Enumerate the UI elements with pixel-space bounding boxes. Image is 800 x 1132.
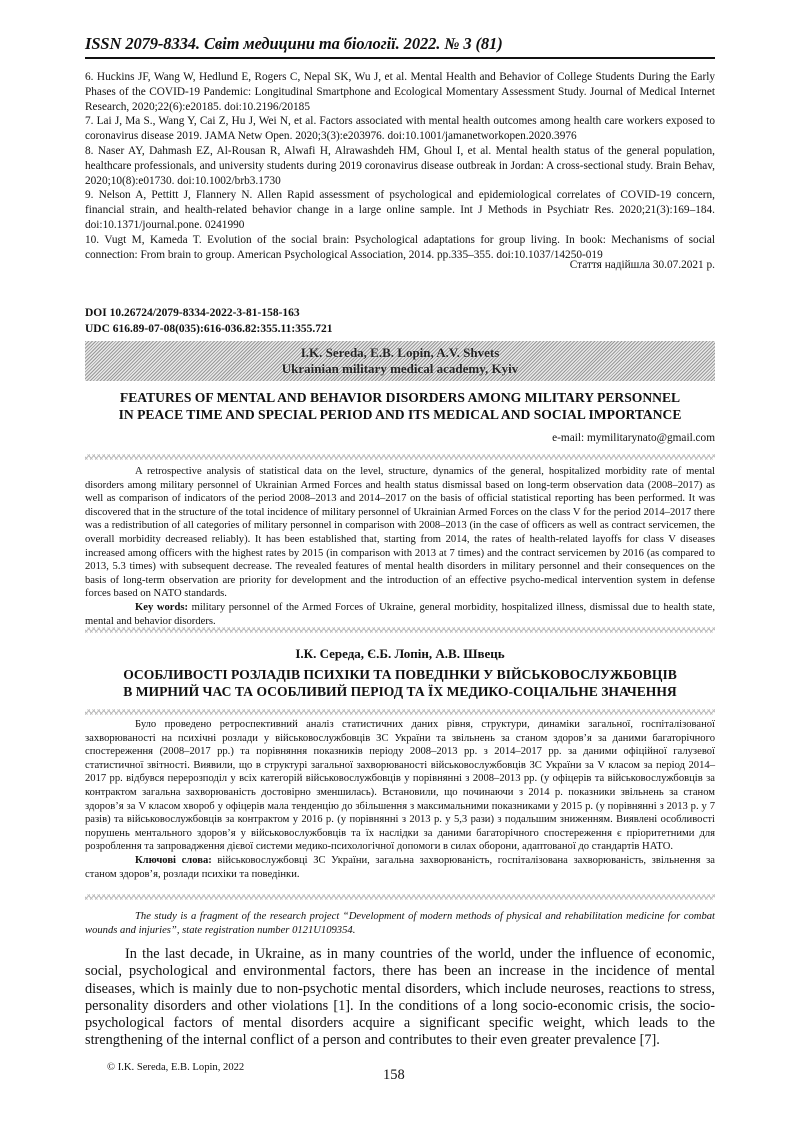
doi: DOI 10.26724/2079-8334-2022-3-81-158-163 bbox=[85, 307, 300, 319]
abstract-ua bbox=[85, 718, 715, 881]
page-number: 158 bbox=[383, 1067, 405, 1083]
udc: UDC 616.89-07-08(035):616-036.82:355.11:355.721 bbox=[85, 322, 333, 335]
wavy-divider bbox=[85, 894, 715, 900]
journal-header: ISSN 2079-8334. Світ медицини та біології. 2022. № 3 (81) bbox=[85, 34, 715, 59]
wavy-divider bbox=[85, 627, 715, 633]
reference-item: 10. Vugt M, Kameda T. Evolution of the social brain: Psychological adaptations for group living. In book: Mechanisms of social connection: From brain to group. American Psychological Association, 2014. pp.335–355. doi:10.1037/14250-019 bbox=[85, 233, 715, 261]
keywords-en bbox=[85, 601, 715, 628]
authors-en: I.K. Sereda, E.B. Lopin, A.V. Shvets bbox=[300, 345, 500, 360]
keywords-en-text: military personnel of the Armed Forces of Ukraine, general morbidity, hospitalized illness, dismissal due to health state, mental and behavior disorders. bbox=[85, 601, 715, 627]
abstract-en bbox=[85, 465, 715, 628]
authors-ua: І.К. Середа, Є.Б. Лопін, А.В. Швець bbox=[295, 646, 505, 661]
keywords-ua-text: військовослужбовці ЗС України, загальна захворюваність, госпіталізована захворюваність, звільнення за станом здоров’я, розлади психіки та поведінки. bbox=[85, 854, 715, 880]
received-date: Стаття надійшла 30.07.2021 р. bbox=[569, 259, 715, 271]
title-ua-line: В МИРНИЙ ЧАС ТА ОСОБЛИВИЙ ПЕРІОД ТА ЇХ МЕДИКО-СОЦІАЛЬНЕ ЗНАЧЕННЯ bbox=[123, 684, 677, 699]
keywords-ua-label: Ключові слова: bbox=[135, 854, 212, 866]
reference-item: 8. Naser AY, Dahmash EZ, Al-Rousan R, Alwafi H, Alrawashdeh HM, Ghoul I, et al. Mental health status of the general population, healthcare professionals, and university students during 2019 coronavirus disease outbreak in Jordan: A cross-sectional study. Brain Behav, 2020;10(8):e01730. doi:10.1002/brb3.1730 bbox=[85, 144, 715, 187]
reference-item: 6. Huckins JF, Wang W, Hedlund E, Rogers C, Nepal SK, Wu J, et al. Mental Health and Behavior of College Students During the Early Phases of the COVID-19 Pandemic: Longitudinal Smartphone and Ecological Momentary Assessment Study. Journal of Medical Internet Research, 2020;22(6):e20185. doi:10.2196/20185 bbox=[85, 71, 715, 113]
reference-list bbox=[85, 70, 715, 262]
wavy-divider bbox=[85, 454, 715, 460]
reference-item: 7. Lai J, Ma S., Wang Y, Cai Z, Hu J, Wei N, et al. Factors associated with mental health outcomes among health care workers exposed to coronavirus disease 2019. JAMA Netw Open. 2020;3(3):e203976. doi:10.1001/jamanetworkopen.2020.3976 bbox=[85, 115, 715, 143]
title-ua-line: ОСОБЛИВОСТІ РОЗЛАДІВ ПСИХІКИ ТА ПОВЕДІНКИ У ВІЙСЬКОВОСЛУЖБОВЦІВ bbox=[123, 667, 677, 682]
article-title-en bbox=[85, 389, 715, 423]
title-en-line: FEATURES OF MENTAL AND BEHAVIOR DISORDERS AMONG MILITARY PERSONNEL bbox=[119, 390, 681, 405]
contact-email: e-mail: mymilitarynato@gmail.com bbox=[552, 432, 715, 444]
keywords-en-label: Key words: bbox=[135, 601, 189, 613]
keywords-ua bbox=[85, 854, 715, 881]
article-title-ua bbox=[85, 666, 715, 700]
abstract-ua-text: Було проведено ретроспективний аналіз статистичних даних рівня, структури, динаміки загальної, госпіталізованої захворюваності на психічні розлади у військовослужбовців ЗС України та звільнень за станом здоров’я за даними багаторічного спостереження (2008–2017 рр.) та порівняння показників періоду 2008–2013 рр. з 2014–2017 рр. за даними офіційної галузевої статистичної звітності. Виявили, що в структурі загальної захворюваності військовослужбовців ЗС України за V класом за період 2014–2017 рр. відбувся перерозподіл у всіх категорій військовослужбовців у порівнянні з 2008–2013 рр. (у офіцерів та військовослужбовців за контрактом загальна захворюваність достовірно зменшилась). Встановили, що починаючи з 2014 р. показники звільнень за станом здоров’я за V класом хвороб у офіцерів мала тенденцію до збільшення з максимальними показниками у 2015 р. (у порівнянні з 2013 р. у 7 разів) та військовослужбовців за контрактом у 2016 р. (у порівнянні з 2013 р. у 5,3 рази) з подальшим зниженням. Виявлені особливості порушень ментального здоров’я у військовослужбовців та їх наслідки за даними багаторічного спостереження є пріоритетними для розроблення та запровадження дієвої системи медико-психологічної допомоги в силах оборони, адаптованої до стандартів НАТО. bbox=[85, 719, 715, 853]
funding-note bbox=[85, 910, 715, 938]
article-identifiers bbox=[85, 306, 333, 337]
authors-banner bbox=[85, 341, 715, 381]
body-paragraph: In the last decade, in Ukraine, as in many countries of the world, under the influence of economic, social, psychological and environmental factors, there has been an increase in the incidence of mental diseases, which is mainly due to non-psychotic mental disorders, which include neuroses, reactions to stress, personality disorders and other violations [1]. In the conditions of a long socio-economic crisis, the socio-psychological factors of mental disorders acquire a significant specific weight, which leads to the strengthening of the internal conflict of a person and contributes to their even greater prevalence [7]. bbox=[85, 946, 715, 1049]
abstract-en-text: A retrospective analysis of statistical data on the level, structure, dynamics of the general, hospitalized morbidity rate of mental disorders among military personnel of Ukrainian Armed Forces and health status dismissal based on long-term observation data (2008–2017) as well as comparison of indicators of the period 2008–2013 and 2014–2017 on the basis of official statistical reporting has been performed. It was discovered that in the structure of the total incidence of military personnel of Ukrainian Armed Forces on the class V for the period 2014–2017 there was a redistribution of all categories of military personnel in comparison with 2008–2013 (in the case of officers as well as contract servicemen, the overall morbidity decreased reliably). It has been established that, starting from 2014, the rates of health-related layoffs for class V diseases increased among officers with the highest rates by 2015 (in comparison with 2013 at 7 times) and the contract servicemen by 2016 (as compared to 2013, 5.3 times) with subsequent decrease. The revealed features of mental health disorders in military personnel and their consequences on the basis of long-term observation are priority for development and the introduction of an effective psycho-medical intervention system in defense forces based on NATO standards. bbox=[85, 466, 715, 600]
funding-text: The study is a fragment of the research project “Development of modern methods of physical and rehabilitation medicine for combat wounds and injuries”, state registration number 0121U109354. bbox=[85, 911, 715, 936]
affiliation-en: Ukrainian military medical academy, Kyiv bbox=[281, 361, 519, 376]
body-text bbox=[85, 946, 715, 1050]
title-en-line: IN PEACE TIME AND SPECIAL PERIOD AND ITS MEDICAL AND SOCIAL IMPORTANCE bbox=[118, 407, 682, 422]
wavy-divider bbox=[85, 709, 715, 715]
copyright: © I.K. Sereda, E.B. Lopin, 2022 bbox=[107, 1062, 245, 1073]
reference-item: 9. Nelson A, Pettitt J, Flannery N. Allen Rapid assessment of psychological and epidemiological correlates of COVID-19 concern, financial strain, and health-related behavior change in a large online sample. Int J Methods in Psychiatr Res. 2020;21(3):169–184. doi:10.1371/journal.pone. 0241990 bbox=[85, 189, 715, 231]
